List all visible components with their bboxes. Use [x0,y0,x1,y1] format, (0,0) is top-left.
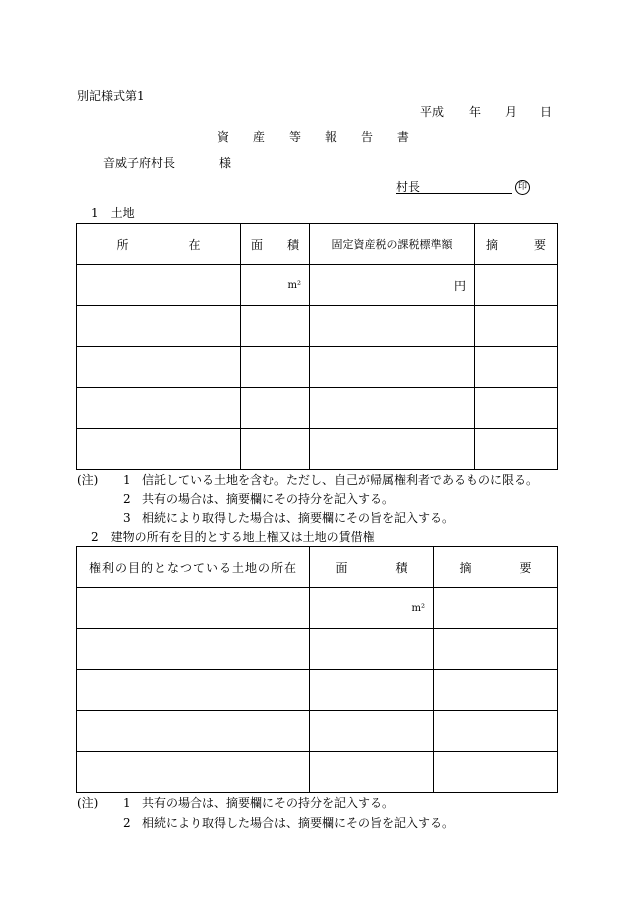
section2-heading: 2 建物の所有を目的とする地上権又は土地の賃借権 [91,530,375,544]
cell-location[interactable] [77,629,310,670]
note-text: 信託している土地を含む。ただし、自己が帰属権利者であるものに限る。 [142,473,539,487]
note-number: 2 [123,492,131,506]
cell-remarks[interactable] [475,388,558,429]
cell-remarks[interactable] [434,670,558,711]
cell-area[interactable] [310,629,434,670]
cell-tax-base[interactable] [310,306,475,347]
table-row [77,629,558,670]
header-location: 所 在 [77,224,241,265]
cell-location[interactable] [77,306,241,347]
cell-remarks[interactable] [434,588,558,629]
addressee-name: 音威子府村長 [103,156,176,170]
cell-tax-base[interactable] [310,388,475,429]
cell-area[interactable] [241,306,310,347]
header-remarks: 摘 要 [475,224,558,265]
table-row [77,306,558,347]
title-char: 報 [324,130,337,144]
table-row [77,588,558,629]
document-title [217,131,409,143]
header-tax-base: 固定資産税の課税標準額 [310,224,475,265]
title-char: 産 [252,130,265,144]
cell-location[interactable] [77,388,241,429]
cell-location[interactable] [77,347,241,388]
header-remarks: 摘 要 [434,547,558,588]
cell-area[interactable] [241,347,310,388]
cell-area[interactable] [310,752,434,793]
date-era: 平成 [420,105,445,119]
header-area: 面 積 [310,547,434,588]
note-text: 相続により取得した場合は、摘要欄にその旨を記入する。 [142,816,455,830]
form-id: 別記様式第1 [77,89,145,103]
cell-tax-base[interactable] [310,429,475,470]
cell-location[interactable] [77,429,241,470]
cell-remarks[interactable] [475,265,558,306]
cell-area[interactable] [310,670,434,711]
cell-location[interactable] [77,752,310,793]
cell-remarks[interactable] [475,347,558,388]
note-prefix: (注) [77,796,99,810]
cell-remarks[interactable] [434,711,558,752]
title-char: 告 [360,130,373,144]
cell-area[interactable] [241,429,310,470]
header-area: 面 積 [241,224,310,265]
cell-area[interactable] [310,711,434,752]
table-row [77,265,558,306]
table-row [77,711,558,752]
unit-yen[interactable]: 円 [310,265,475,306]
cell-tax-base[interactable] [310,347,475,388]
table-row [77,670,558,711]
reporter-label: 村長 [396,181,512,194]
cell-location[interactable] [77,588,310,629]
title-char: 書 [396,130,409,144]
cell-remarks[interactable] [434,752,558,793]
note-text: 共有の場合は、摘要欄にその持分を記入する。 [142,492,395,506]
unit-area[interactable]: m² [310,588,434,629]
title-char: 等 [288,130,301,144]
note-text: 相続により取得した場合は、摘要欄にその旨を記入する。 [142,511,455,525]
title-char: 資 [217,130,230,144]
note-number: 3 [123,511,131,525]
reporter-line [396,181,531,196]
cell-location[interactable] [77,711,310,752]
table-row [77,388,558,429]
date-day: 日 [540,105,553,119]
leasehold-table [76,546,558,793]
table-row [77,752,558,793]
cell-remarks[interactable] [475,306,558,347]
unit-area[interactable]: m² [241,265,310,306]
cell-remarks[interactable] [434,629,558,670]
section1-heading: 1 土地 [91,206,135,220]
date-month: 月 [505,105,518,119]
table-row [77,347,558,388]
table-row [77,429,558,470]
addressee-honorific: 様 [219,156,232,170]
land-table [76,223,558,470]
cell-remarks[interactable] [475,429,558,470]
note-prefix: (注) [77,473,99,487]
cell-location[interactable] [77,670,310,711]
cell-area[interactable] [241,388,310,429]
seal-mark-icon: 印 [515,180,530,195]
cell-location[interactable] [77,265,241,306]
note-number: 1 [123,473,131,487]
note-number: 1 [123,796,131,810]
note-number: 2 [123,816,131,830]
note-text: 共有の場合は、摘要欄にその持分を記入する。 [142,796,395,810]
date-year: 年 [469,105,482,119]
header-land-location: 権利の目的となつている土地の所在 [77,547,310,588]
